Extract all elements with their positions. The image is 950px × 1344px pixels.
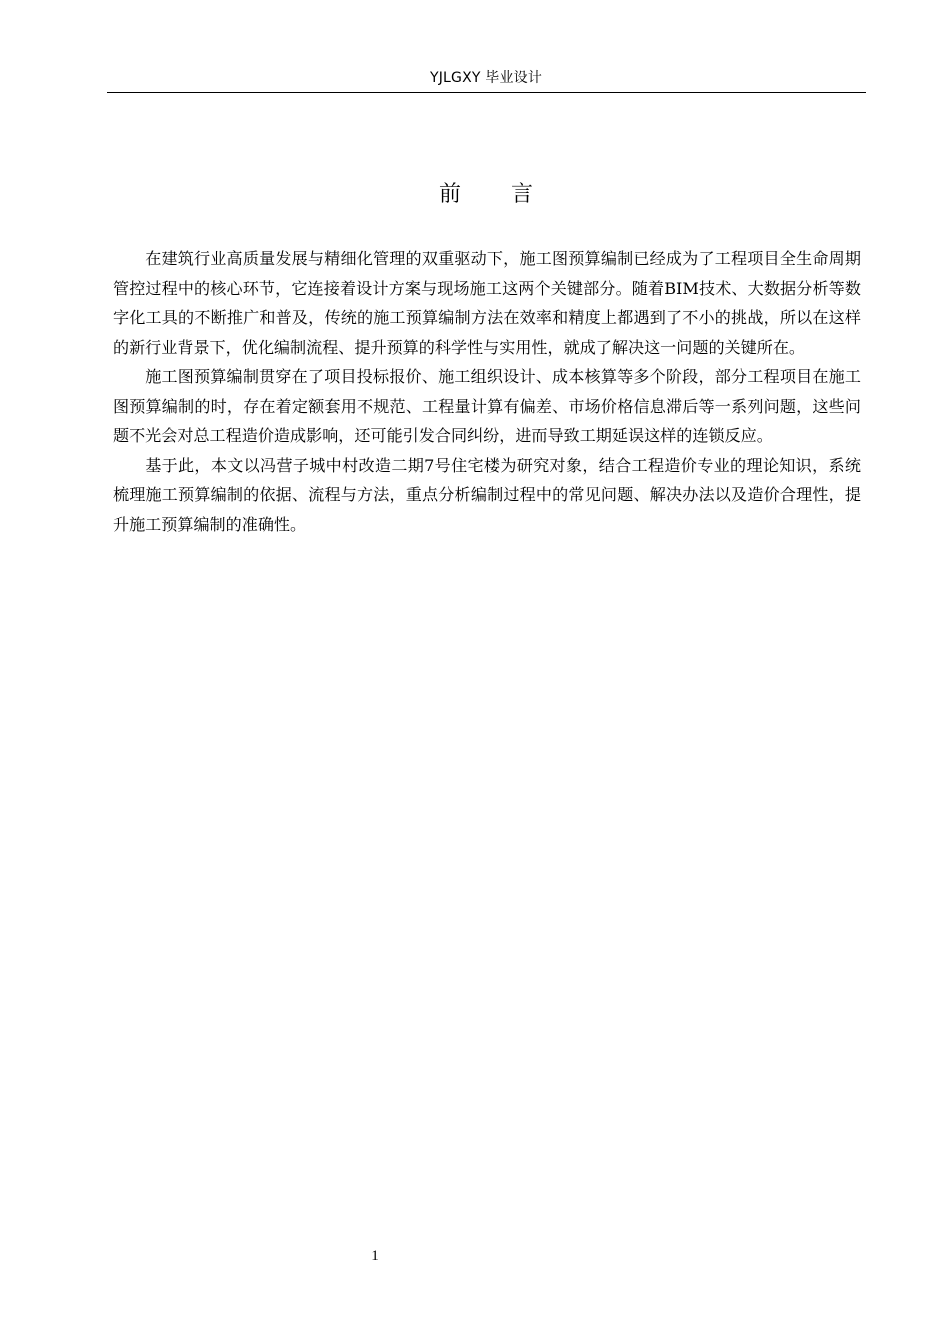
paragraph-3: 基于此，本文以冯营子城中村改造二期7号住宅楼为研究对象，结合工程造价专业的理论知识，系统梳理施工预算编制的依据、流程与方法，重点分析编制过程中的常见问题、解决办法以及造价合理性，提升施工预算编制的准确性。 — [113, 455, 861, 534]
title-char-1: 前 — [438, 182, 461, 207]
page-title — [0, 180, 950, 210]
paragraph-1: 在建筑行业高质量发展与精细化管理的双重驱动下，施工图预算编制已经成为了工程项目全生命周期管控过程中的核心环节，它连接着设计方案与现场施工这两个关键部分。随着BIM技术、大数据分析等数字化工具的不断推广和普及，传统的施工预算编制方法在效率和精度上都遇到了不小的挑战，所以在这样的新行业背景下，优化编制流程、提升预算的科学性与实用性，就成了解决这一问题的关键所在。 — [113, 249, 861, 357]
paragraph-2: 施工图预算编制贯穿在了项目投标报价、施工组织设计、成本核算等多个阶段，部分工程项目在施工图预算编制的时，存在着定额套用不规范、工程量计算有偏差、市场价格信息滞后等一系列问题，这些问题不光会对总工程造价造成影响，还可能引发合同纠纷，进而导致工期延误这样的连锁反应。 — [113, 367, 861, 445]
body-text — [113, 244, 861, 539]
page-number: 1 — [371, 1248, 379, 1264]
header-rule — [107, 92, 866, 93]
title-char-2: 言 — [511, 182, 534, 207]
running-header: YJLGXY 毕业设计 — [429, 70, 543, 86]
